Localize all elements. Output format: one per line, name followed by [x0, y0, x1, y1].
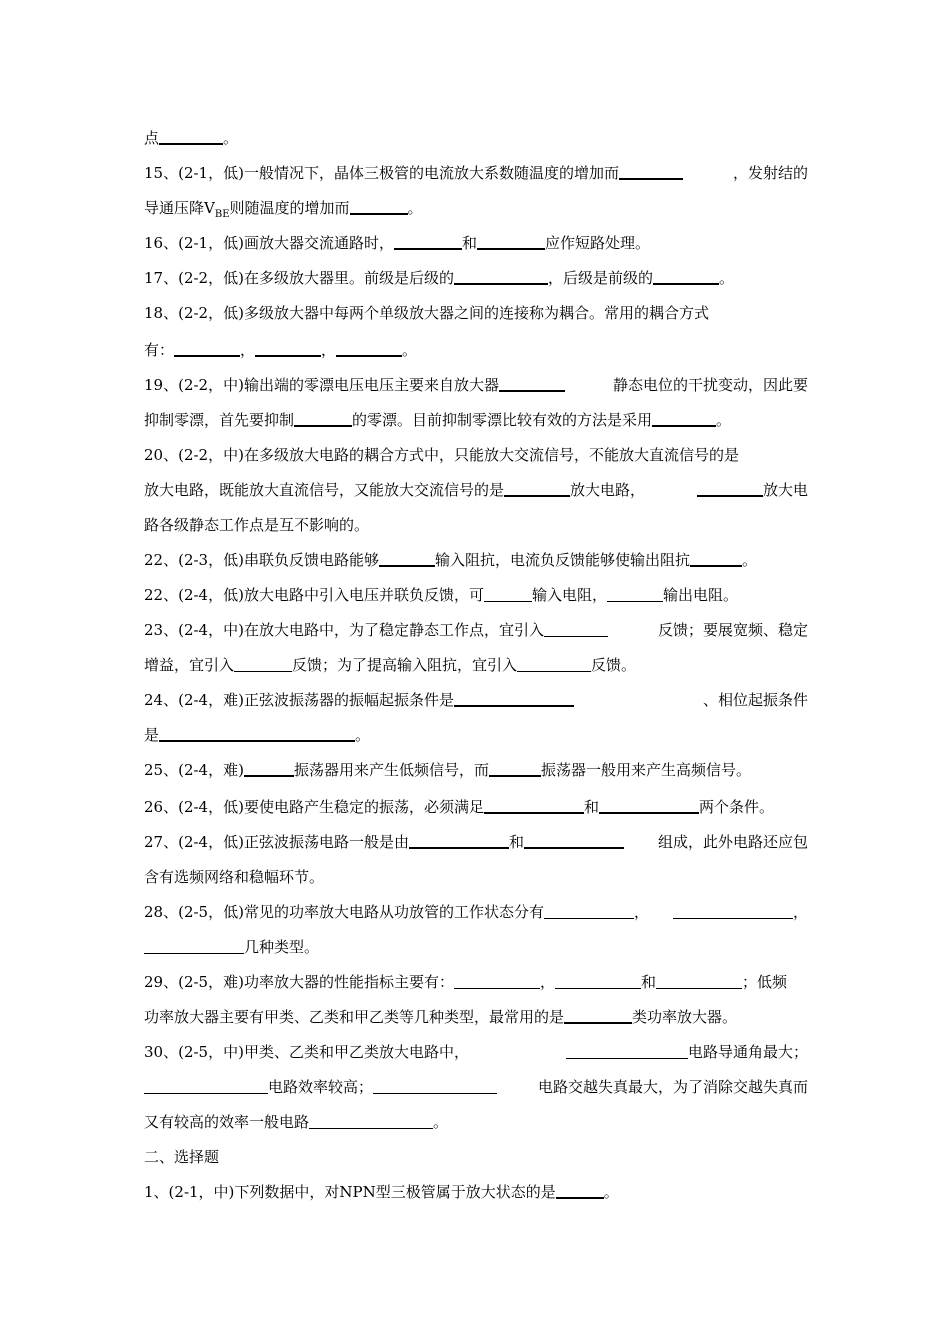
question-17: 17、(2-2，低)在多级放大器里。前级是后级的 ，后级是前级的 。	[144, 269, 734, 287]
answer-blank	[673, 904, 793, 919]
question-23-cont: 增益，宜引入 反馈；为了提高输入阻抗，宜引入 反馈。	[144, 656, 637, 674]
question-19-cont: 抑制零漂，首先要抑制 的零漂。目前抑制零漂比较有效的方法是采用 。	[144, 411, 732, 429]
answer-blank	[499, 376, 565, 392]
answer-blank	[517, 657, 591, 672]
question-20-cont: 路各级静态工作点是互不影响的。	[144, 516, 370, 534]
answer-blank	[656, 974, 742, 989]
answer-blank	[555, 974, 641, 989]
answer-blank	[294, 411, 352, 427]
answer-blank	[255, 341, 321, 357]
question-18: 18、(2-2，低)多级放大器中每两个单级放大器之间的连接称为耦合。常用的耦合方式	[144, 304, 709, 322]
question-28-cont: 几种类型。	[144, 937, 808, 957]
answer-blank	[607, 587, 663, 602]
section-heading: 二、选择题	[144, 1148, 220, 1166]
question-30-cont: 电路效率较高； 电路交越失真最大，为了消除交越失真而	[144, 1077, 808, 1097]
question-18-cont: 有： ， ， 。	[144, 341, 418, 359]
answer-blank	[544, 622, 608, 637]
answer-blank	[599, 798, 699, 814]
answer-blank	[477, 234, 545, 250]
answer-blank	[652, 411, 716, 427]
question-28: 28、(2-5，低)常见的功率放大电路从功放管的工作状态分有 ， ，	[144, 903, 808, 921]
answer-blank	[336, 341, 402, 357]
answer-blank	[350, 199, 408, 215]
answer-blank	[504, 481, 570, 497]
answer-blank	[690, 551, 742, 567]
answer-blank	[619, 164, 683, 180]
question-30: 30、(2-5，中)甲类、乙类和甲乙类放大电路中， 电路导通角最大；	[144, 1043, 808, 1061]
question-30-cont: 又有较高的效率一般电路 。	[144, 1113, 449, 1131]
question-24-cont: 是 。	[144, 726, 371, 744]
answer-blank	[159, 129, 223, 145]
answer-blank	[653, 269, 719, 285]
answer-blank	[454, 269, 548, 285]
question-24: 24、(2-4，难)正弦波振荡器的振幅起振条件是 、相位起振条件	[144, 691, 808, 709]
answer-blank	[394, 234, 462, 250]
question-27: 27、(2-4，低)正弦波振荡电路一般是由 和 组成，此外电路还应包	[144, 833, 808, 851]
question-23: 23、(2-4，中)在放大电路中，为了稳定静态工作点，宜引入 反馈；要展宽频、稳定	[144, 621, 808, 639]
answer-blank	[484, 587, 532, 602]
answer-blank	[564, 1008, 632, 1024]
question-29-cont: 功率放大器主要有甲类、乙类和甲乙类等几种类型，最常用的是 类功率放大器。	[144, 1008, 738, 1026]
answer-blank	[174, 341, 240, 357]
answer-blank	[373, 1079, 497, 1094]
answer-blank	[309, 1114, 433, 1129]
question-20: 20、(2-2，中)在多级放大电路的耦合方式中，只能放大交流信号，不能放大直流信号的是	[144, 446, 739, 464]
answer-blank	[454, 974, 540, 989]
answer-blank	[144, 939, 244, 954]
question-25: 25、(2-4，难) 振荡器用来产生低频信号，而 振荡器一般用来产生高频信号。	[144, 761, 751, 779]
answer-blank	[544, 904, 634, 919]
answer-blank	[159, 726, 355, 742]
question-19: 19、(2-2，中)输出端的零漂电压电压主要来自放大器 静态电位的干扰变动，因此要	[144, 376, 808, 394]
answer-blank	[697, 481, 763, 497]
question-15: 15、(2-1，低)一般情况下，晶体三极管的电流放大系数随温度的增加而 ，发射结的	[144, 164, 808, 182]
question-22b: 22、(2-4，低)放大电路中引入电压并联负反馈，可 输入电阻， 输出电阻。	[144, 586, 738, 604]
answer-blank	[484, 798, 584, 814]
question-22a: 22、(2-3，低)串联负反馈电路能够 输入阻抗，电流负反馈能够使输出阻抗 。	[144, 551, 757, 569]
answer-blank	[234, 657, 292, 672]
question-27-cont: 含有选频网络和稳幅环节。	[144, 868, 325, 886]
answer-blank	[556, 1183, 604, 1199]
answer-blank	[489, 761, 541, 777]
answer-blank	[454, 691, 574, 707]
answer-blank	[379, 551, 435, 567]
text-line: 点 。	[144, 129, 239, 147]
answer-blank	[144, 1079, 268, 1094]
question-16: 16、(2-1，低)画放大器交流通路时， 和 应作短路处理。	[144, 234, 650, 252]
question-26: 26、(2-4，低)要使电路产生稳定的振荡，必须满足 和 两个条件。	[144, 798, 774, 816]
choice-question-1: 1、(2-1，中)下列数据中，对NPN型三极管属于放大状态的是 。	[144, 1183, 619, 1201]
answer-blank	[409, 833, 509, 849]
question-20-cont: 放大电路，既能放大直流信号，又能放大交流信号的是 放大电路， 放大电	[144, 481, 808, 499]
answer-blank	[566, 1044, 688, 1059]
question-15-cont: 导通压降$V_{BE}$则随温度的增加而 。	[144, 199, 423, 220]
question-29: 29、(2-5，难)功率放大器的性能指标主要有： ， 和 ；低频	[144, 973, 787, 991]
answer-blank	[244, 761, 294, 777]
answer-blank	[524, 833, 624, 849]
